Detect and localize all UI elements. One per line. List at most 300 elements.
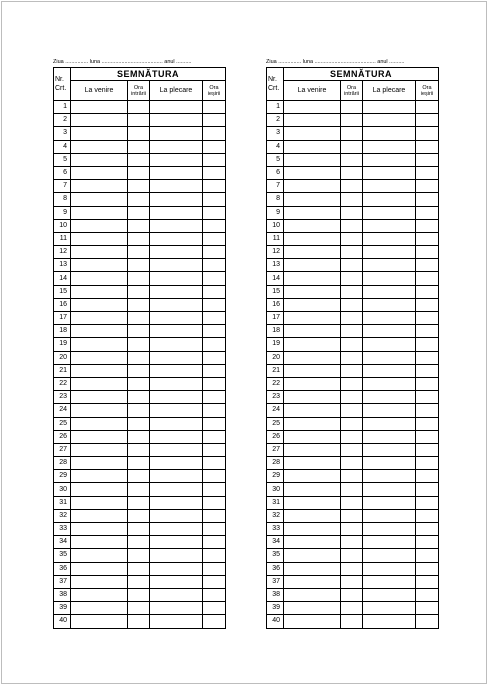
arrival-signature-cell[interactable] — [71, 351, 128, 364]
entry-time-cell[interactable] — [128, 391, 150, 404]
departure-signature-cell[interactable] — [363, 140, 416, 153]
arrival-signature-cell[interactable] — [71, 483, 128, 496]
arrival-signature-cell[interactable] — [284, 430, 341, 443]
exit-time-cell[interactable] — [416, 523, 439, 536]
arrival-signature-cell[interactable] — [284, 470, 341, 483]
arrival-signature-cell[interactable] — [284, 206, 341, 219]
entry-time-cell[interactable] — [341, 364, 363, 377]
departure-signature-cell[interactable] — [150, 377, 203, 390]
entry-time-cell[interactable] — [341, 562, 363, 575]
arrival-signature-cell[interactable] — [284, 114, 341, 127]
exit-time-cell[interactable] — [416, 101, 439, 114]
arrival-signature-cell[interactable] — [71, 562, 128, 575]
arrival-signature-cell[interactable] — [71, 509, 128, 522]
departure-signature-cell[interactable] — [363, 101, 416, 114]
entry-time-cell[interactable] — [128, 417, 150, 430]
entry-time-cell[interactable] — [128, 536, 150, 549]
departure-signature-cell[interactable] — [150, 536, 203, 549]
arrival-signature-cell[interactable] — [71, 166, 128, 179]
exit-time-cell[interactable] — [416, 536, 439, 549]
departure-signature-cell[interactable] — [363, 351, 416, 364]
arrival-signature-cell[interactable] — [71, 549, 128, 562]
arrival-signature-cell[interactable] — [71, 206, 128, 219]
departure-signature-cell[interactable] — [150, 298, 203, 311]
exit-time-cell[interactable] — [203, 523, 226, 536]
exit-time-cell[interactable] — [416, 180, 439, 193]
departure-signature-cell[interactable] — [150, 259, 203, 272]
arrival-signature-cell[interactable] — [71, 298, 128, 311]
departure-signature-cell[interactable] — [363, 246, 416, 259]
arrival-signature-cell[interactable] — [71, 127, 128, 140]
arrival-signature-cell[interactable] — [71, 219, 128, 232]
departure-signature-cell[interactable] — [363, 430, 416, 443]
arrival-signature-cell[interactable] — [71, 391, 128, 404]
departure-signature-cell[interactable] — [363, 232, 416, 245]
exit-time-cell[interactable] — [203, 562, 226, 575]
arrival-signature-cell[interactable] — [71, 140, 128, 153]
departure-signature-cell[interactable] — [363, 562, 416, 575]
arrival-signature-cell[interactable] — [71, 457, 128, 470]
entry-time-cell[interactable] — [341, 298, 363, 311]
departure-signature-cell[interactable] — [150, 575, 203, 588]
arrival-signature-cell[interactable] — [284, 127, 341, 140]
entry-time-cell[interactable] — [341, 470, 363, 483]
entry-time-cell[interactable] — [128, 483, 150, 496]
exit-time-cell[interactable] — [416, 153, 439, 166]
exit-time-cell[interactable] — [416, 364, 439, 377]
exit-time-cell[interactable] — [416, 575, 439, 588]
arrival-signature-cell[interactable] — [284, 285, 341, 298]
arrival-signature-cell[interactable] — [284, 509, 341, 522]
arrival-signature-cell[interactable] — [284, 404, 341, 417]
departure-signature-cell[interactable] — [363, 391, 416, 404]
entry-time-cell[interactable] — [341, 430, 363, 443]
departure-signature-cell[interactable] — [363, 153, 416, 166]
exit-time-cell[interactable] — [203, 153, 226, 166]
exit-time-cell[interactable] — [416, 298, 439, 311]
entry-time-cell[interactable] — [341, 496, 363, 509]
exit-time-cell[interactable] — [416, 615, 439, 628]
exit-time-cell[interactable] — [203, 127, 226, 140]
departure-signature-cell[interactable] — [363, 259, 416, 272]
departure-signature-cell[interactable] — [150, 417, 203, 430]
entry-time-cell[interactable] — [128, 166, 150, 179]
departure-signature-cell[interactable] — [363, 206, 416, 219]
arrival-signature-cell[interactable] — [71, 312, 128, 325]
exit-time-cell[interactable] — [416, 457, 439, 470]
departure-signature-cell[interactable] — [150, 272, 203, 285]
arrival-signature-cell[interactable] — [284, 298, 341, 311]
departure-signature-cell[interactable] — [150, 457, 203, 470]
exit-time-cell[interactable] — [416, 338, 439, 351]
exit-time-cell[interactable] — [416, 509, 439, 522]
departure-signature-cell[interactable] — [363, 615, 416, 628]
arrival-signature-cell[interactable] — [71, 602, 128, 615]
entry-time-cell[interactable] — [341, 377, 363, 390]
departure-signature-cell[interactable] — [150, 219, 203, 232]
entry-time-cell[interactable] — [128, 140, 150, 153]
departure-signature-cell[interactable] — [363, 127, 416, 140]
arrival-signature-cell[interactable] — [71, 575, 128, 588]
exit-time-cell[interactable] — [416, 312, 439, 325]
exit-time-cell[interactable] — [416, 417, 439, 430]
departure-signature-cell[interactable] — [150, 246, 203, 259]
departure-signature-cell[interactable] — [363, 457, 416, 470]
departure-signature-cell[interactable] — [363, 443, 416, 456]
departure-signature-cell[interactable] — [150, 549, 203, 562]
exit-time-cell[interactable] — [416, 246, 439, 259]
exit-time-cell[interactable] — [416, 351, 439, 364]
departure-signature-cell[interactable] — [363, 470, 416, 483]
departure-signature-cell[interactable] — [363, 338, 416, 351]
entry-time-cell[interactable] — [341, 140, 363, 153]
departure-signature-cell[interactable] — [363, 166, 416, 179]
entry-time-cell[interactable] — [128, 285, 150, 298]
arrival-signature-cell[interactable] — [284, 259, 341, 272]
arrival-signature-cell[interactable] — [71, 180, 128, 193]
arrival-signature-cell[interactable] — [71, 536, 128, 549]
entry-time-cell[interactable] — [341, 483, 363, 496]
arrival-signature-cell[interactable] — [284, 391, 341, 404]
exit-time-cell[interactable] — [203, 114, 226, 127]
entry-time-cell[interactable] — [341, 509, 363, 522]
arrival-signature-cell[interactable] — [71, 153, 128, 166]
arrival-signature-cell[interactable] — [71, 430, 128, 443]
exit-time-cell[interactable] — [203, 496, 226, 509]
departure-signature-cell[interactable] — [150, 127, 203, 140]
departure-signature-cell[interactable] — [150, 523, 203, 536]
departure-signature-cell[interactable] — [363, 588, 416, 601]
entry-time-cell[interactable] — [341, 219, 363, 232]
exit-time-cell[interactable] — [203, 588, 226, 601]
departure-signature-cell[interactable] — [150, 193, 203, 206]
arrival-signature-cell[interactable] — [284, 457, 341, 470]
departure-signature-cell[interactable] — [150, 509, 203, 522]
exit-time-cell[interactable] — [416, 602, 439, 615]
exit-time-cell[interactable] — [416, 549, 439, 562]
exit-time-cell[interactable] — [203, 193, 226, 206]
entry-time-cell[interactable] — [341, 536, 363, 549]
exit-time-cell[interactable] — [203, 285, 226, 298]
exit-time-cell[interactable] — [416, 588, 439, 601]
exit-time-cell[interactable] — [203, 312, 226, 325]
departure-signature-cell[interactable] — [363, 496, 416, 509]
departure-signature-cell[interactable] — [363, 404, 416, 417]
entry-time-cell[interactable] — [128, 496, 150, 509]
arrival-signature-cell[interactable] — [71, 325, 128, 338]
arrival-signature-cell[interactable] — [71, 364, 128, 377]
departure-signature-cell[interactable] — [150, 602, 203, 615]
departure-signature-cell[interactable] — [150, 351, 203, 364]
entry-time-cell[interactable] — [128, 232, 150, 245]
arrival-signature-cell[interactable] — [284, 443, 341, 456]
exit-time-cell[interactable] — [203, 377, 226, 390]
entry-time-cell[interactable] — [128, 246, 150, 259]
arrival-signature-cell[interactable] — [71, 588, 128, 601]
exit-time-cell[interactable] — [203, 575, 226, 588]
exit-time-cell[interactable] — [416, 140, 439, 153]
arrival-signature-cell[interactable] — [284, 193, 341, 206]
exit-time-cell[interactable] — [416, 206, 439, 219]
arrival-signature-cell[interactable] — [71, 193, 128, 206]
exit-time-cell[interactable] — [203, 615, 226, 628]
exit-time-cell[interactable] — [203, 417, 226, 430]
entry-time-cell[interactable] — [128, 588, 150, 601]
arrival-signature-cell[interactable] — [284, 602, 341, 615]
entry-time-cell[interactable] — [128, 127, 150, 140]
exit-time-cell[interactable] — [203, 404, 226, 417]
entry-time-cell[interactable] — [128, 312, 150, 325]
entry-time-cell[interactable] — [128, 272, 150, 285]
exit-time-cell[interactable] — [203, 219, 226, 232]
departure-signature-cell[interactable] — [363, 180, 416, 193]
entry-time-cell[interactable] — [128, 615, 150, 628]
departure-signature-cell[interactable] — [150, 325, 203, 338]
arrival-signature-cell[interactable] — [71, 232, 128, 245]
exit-time-cell[interactable] — [203, 443, 226, 456]
arrival-signature-cell[interactable] — [284, 364, 341, 377]
exit-time-cell[interactable] — [416, 232, 439, 245]
departure-signature-cell[interactable] — [363, 509, 416, 522]
entry-time-cell[interactable] — [341, 312, 363, 325]
entry-time-cell[interactable] — [128, 193, 150, 206]
departure-signature-cell[interactable] — [363, 417, 416, 430]
exit-time-cell[interactable] — [203, 509, 226, 522]
arrival-signature-cell[interactable] — [71, 470, 128, 483]
exit-time-cell[interactable] — [203, 246, 226, 259]
exit-time-cell[interactable] — [203, 166, 226, 179]
exit-time-cell[interactable] — [203, 549, 226, 562]
departure-signature-cell[interactable] — [150, 285, 203, 298]
departure-signature-cell[interactable] — [363, 602, 416, 615]
exit-time-cell[interactable] — [416, 430, 439, 443]
departure-signature-cell[interactable] — [150, 430, 203, 443]
departure-signature-cell[interactable] — [150, 443, 203, 456]
entry-time-cell[interactable] — [128, 180, 150, 193]
arrival-signature-cell[interactable] — [284, 496, 341, 509]
arrival-signature-cell[interactable] — [284, 549, 341, 562]
exit-time-cell[interactable] — [203, 180, 226, 193]
exit-time-cell[interactable] — [416, 259, 439, 272]
departure-signature-cell[interactable] — [363, 549, 416, 562]
arrival-signature-cell[interactable] — [71, 496, 128, 509]
entry-time-cell[interactable] — [341, 127, 363, 140]
arrival-signature-cell[interactable] — [71, 114, 128, 127]
arrival-signature-cell[interactable] — [284, 575, 341, 588]
exit-time-cell[interactable] — [203, 391, 226, 404]
exit-time-cell[interactable] — [416, 193, 439, 206]
exit-time-cell[interactable] — [416, 127, 439, 140]
entry-time-cell[interactable] — [341, 602, 363, 615]
exit-time-cell[interactable] — [416, 562, 439, 575]
arrival-signature-cell[interactable] — [71, 615, 128, 628]
arrival-signature-cell[interactable] — [284, 523, 341, 536]
exit-time-cell[interactable] — [416, 166, 439, 179]
entry-time-cell[interactable] — [341, 180, 363, 193]
entry-time-cell[interactable] — [341, 272, 363, 285]
departure-signature-cell[interactable] — [150, 101, 203, 114]
departure-signature-cell[interactable] — [150, 496, 203, 509]
exit-time-cell[interactable] — [203, 457, 226, 470]
departure-signature-cell[interactable] — [150, 391, 203, 404]
departure-signature-cell[interactable] — [363, 272, 416, 285]
entry-time-cell[interactable] — [341, 193, 363, 206]
exit-time-cell[interactable] — [416, 391, 439, 404]
exit-time-cell[interactable] — [416, 377, 439, 390]
entry-time-cell[interactable] — [341, 285, 363, 298]
entry-time-cell[interactable] — [341, 232, 363, 245]
exit-time-cell[interactable] — [203, 338, 226, 351]
arrival-signature-cell[interactable] — [71, 523, 128, 536]
entry-time-cell[interactable] — [128, 153, 150, 166]
departure-signature-cell[interactable] — [363, 523, 416, 536]
arrival-signature-cell[interactable] — [284, 272, 341, 285]
exit-time-cell[interactable] — [203, 232, 226, 245]
departure-signature-cell[interactable] — [363, 312, 416, 325]
departure-signature-cell[interactable] — [363, 114, 416, 127]
departure-signature-cell[interactable] — [150, 166, 203, 179]
departure-signature-cell[interactable] — [363, 364, 416, 377]
arrival-signature-cell[interactable] — [71, 101, 128, 114]
exit-time-cell[interactable] — [203, 298, 226, 311]
exit-time-cell[interactable] — [203, 272, 226, 285]
departure-signature-cell[interactable] — [150, 312, 203, 325]
entry-time-cell[interactable] — [341, 549, 363, 562]
exit-time-cell[interactable] — [203, 259, 226, 272]
departure-signature-cell[interactable] — [363, 219, 416, 232]
arrival-signature-cell[interactable] — [284, 101, 341, 114]
arrival-signature-cell[interactable] — [284, 232, 341, 245]
arrival-signature-cell[interactable] — [71, 338, 128, 351]
arrival-signature-cell[interactable] — [284, 483, 341, 496]
entry-time-cell[interactable] — [128, 338, 150, 351]
entry-time-cell[interactable] — [128, 549, 150, 562]
entry-time-cell[interactable] — [128, 298, 150, 311]
arrival-signature-cell[interactable] — [284, 351, 341, 364]
entry-time-cell[interactable] — [341, 615, 363, 628]
arrival-signature-cell[interactable] — [284, 536, 341, 549]
arrival-signature-cell[interactable] — [284, 180, 341, 193]
entry-time-cell[interactable] — [128, 509, 150, 522]
departure-signature-cell[interactable] — [363, 536, 416, 549]
arrival-signature-cell[interactable] — [71, 285, 128, 298]
exit-time-cell[interactable] — [416, 470, 439, 483]
entry-time-cell[interactable] — [128, 443, 150, 456]
departure-signature-cell[interactable] — [150, 588, 203, 601]
entry-time-cell[interactable] — [128, 101, 150, 114]
entry-time-cell[interactable] — [128, 325, 150, 338]
exit-time-cell[interactable] — [203, 364, 226, 377]
entry-time-cell[interactable] — [341, 457, 363, 470]
exit-time-cell[interactable] — [416, 483, 439, 496]
departure-signature-cell[interactable] — [363, 298, 416, 311]
arrival-signature-cell[interactable] — [284, 562, 341, 575]
exit-time-cell[interactable] — [416, 272, 439, 285]
entry-time-cell[interactable] — [341, 338, 363, 351]
arrival-signature-cell[interactable] — [71, 272, 128, 285]
arrival-signature-cell[interactable] — [284, 588, 341, 601]
entry-time-cell[interactable] — [341, 404, 363, 417]
arrival-signature-cell[interactable] — [71, 377, 128, 390]
departure-signature-cell[interactable] — [150, 470, 203, 483]
arrival-signature-cell[interactable] — [284, 615, 341, 628]
entry-time-cell[interactable] — [128, 575, 150, 588]
arrival-signature-cell[interactable] — [284, 325, 341, 338]
exit-time-cell[interactable] — [203, 101, 226, 114]
departure-signature-cell[interactable] — [150, 206, 203, 219]
departure-signature-cell[interactable] — [363, 575, 416, 588]
entry-time-cell[interactable] — [128, 206, 150, 219]
departure-signature-cell[interactable] — [150, 338, 203, 351]
exit-time-cell[interactable] — [203, 483, 226, 496]
exit-time-cell[interactable] — [416, 114, 439, 127]
entry-time-cell[interactable] — [341, 575, 363, 588]
arrival-signature-cell[interactable] — [284, 140, 341, 153]
departure-signature-cell[interactable] — [150, 404, 203, 417]
arrival-signature-cell[interactable] — [71, 404, 128, 417]
exit-time-cell[interactable] — [203, 140, 226, 153]
exit-time-cell[interactable] — [203, 602, 226, 615]
entry-time-cell[interactable] — [341, 114, 363, 127]
arrival-signature-cell[interactable] — [284, 219, 341, 232]
exit-time-cell[interactable] — [203, 430, 226, 443]
entry-time-cell[interactable] — [128, 219, 150, 232]
arrival-signature-cell[interactable] — [71, 246, 128, 259]
entry-time-cell[interactable] — [128, 602, 150, 615]
exit-time-cell[interactable] — [203, 470, 226, 483]
departure-signature-cell[interactable] — [363, 193, 416, 206]
departure-signature-cell[interactable] — [363, 285, 416, 298]
entry-time-cell[interactable] — [341, 153, 363, 166]
departure-signature-cell[interactable] — [150, 364, 203, 377]
exit-time-cell[interactable] — [203, 206, 226, 219]
entry-time-cell[interactable] — [128, 430, 150, 443]
exit-time-cell[interactable] — [416, 496, 439, 509]
departure-signature-cell[interactable] — [150, 483, 203, 496]
arrival-signature-cell[interactable] — [71, 259, 128, 272]
entry-time-cell[interactable] — [128, 470, 150, 483]
arrival-signature-cell[interactable] — [284, 153, 341, 166]
exit-time-cell[interactable] — [203, 536, 226, 549]
arrival-signature-cell[interactable] — [284, 246, 341, 259]
departure-signature-cell[interactable] — [150, 232, 203, 245]
departure-signature-cell[interactable] — [150, 140, 203, 153]
exit-time-cell[interactable] — [416, 219, 439, 232]
exit-time-cell[interactable] — [203, 325, 226, 338]
departure-signature-cell[interactable] — [150, 180, 203, 193]
departure-signature-cell[interactable] — [150, 153, 203, 166]
entry-time-cell[interactable] — [341, 325, 363, 338]
arrival-signature-cell[interactable] — [284, 166, 341, 179]
entry-time-cell[interactable] — [128, 562, 150, 575]
exit-time-cell[interactable] — [416, 325, 439, 338]
arrival-signature-cell[interactable] — [71, 417, 128, 430]
departure-signature-cell[interactable] — [363, 325, 416, 338]
exit-time-cell[interactable] — [416, 404, 439, 417]
entry-time-cell[interactable] — [341, 259, 363, 272]
entry-time-cell[interactable] — [341, 101, 363, 114]
entry-time-cell[interactable] — [128, 457, 150, 470]
departure-signature-cell[interactable] — [150, 562, 203, 575]
exit-time-cell[interactable] — [416, 443, 439, 456]
arrival-signature-cell[interactable] — [284, 377, 341, 390]
entry-time-cell[interactable] — [341, 417, 363, 430]
entry-time-cell[interactable] — [341, 443, 363, 456]
entry-time-cell[interactable] — [341, 523, 363, 536]
entry-time-cell[interactable] — [341, 588, 363, 601]
entry-time-cell[interactable] — [341, 351, 363, 364]
entry-time-cell[interactable] — [341, 206, 363, 219]
